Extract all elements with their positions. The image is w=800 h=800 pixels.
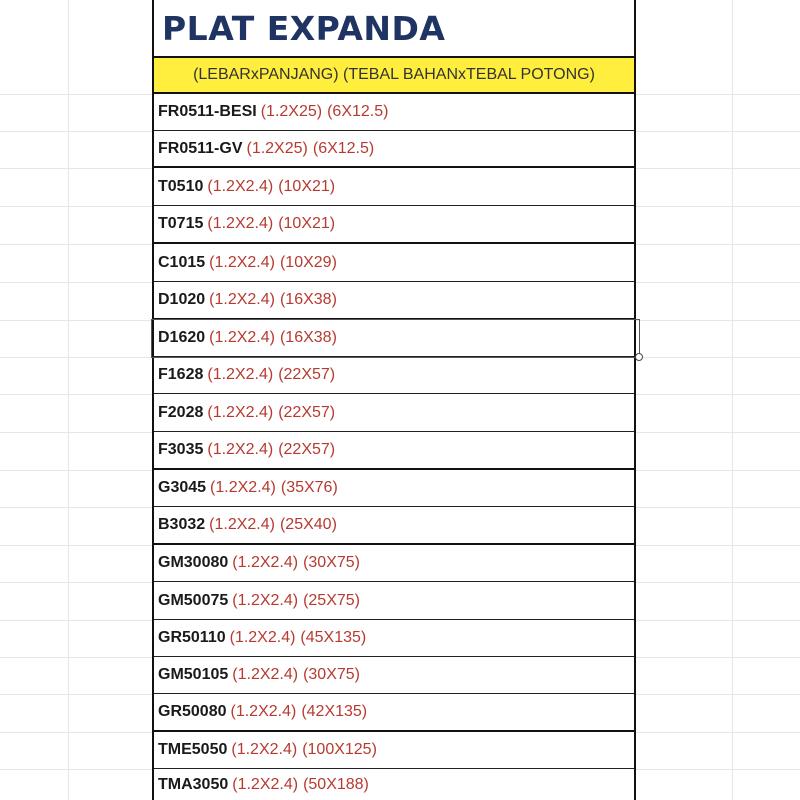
product-thickness: (42X135) (301, 703, 368, 720)
price-table (152, 0, 636, 800)
product-size: (1.2X2.4) (207, 441, 274, 458)
product-code: GM30080 (158, 554, 229, 571)
table-row[interactable] (154, 769, 634, 800)
product-code: GM50105 (158, 666, 229, 683)
table-row[interactable] (154, 168, 634, 206)
table-row[interactable] (154, 694, 634, 732)
table-row[interactable] (154, 206, 634, 244)
product-size: (1.2X25) (260, 103, 323, 120)
product-thickness: (6X12.5) (327, 103, 389, 120)
product-code: F2028 (158, 403, 204, 421)
product-code: TMA3050 (158, 775, 229, 793)
table-row[interactable] (154, 620, 634, 657)
product-size: (1.2X25) (246, 139, 308, 157)
product-code: B3032 (158, 516, 206, 533)
product-code: D1620 (158, 329, 206, 346)
product-size: (1.2X2.4) (209, 291, 275, 308)
product-thickness: (25X75) (303, 591, 360, 609)
table-row[interactable] (154, 507, 634, 545)
product-code: GR50080 (158, 703, 227, 720)
table-row[interactable] (154, 357, 634, 394)
product-thickness: (6X12.5) (312, 139, 375, 157)
product-thickness: (22X57) (278, 441, 336, 458)
product-code: D1020 (158, 291, 206, 308)
product-thickness: (30X75) (303, 666, 360, 683)
product-thickness: (45X135) (300, 629, 367, 646)
product-size: (1.2X2.4) (207, 403, 274, 421)
product-size: (1.2X2.4) (232, 554, 299, 571)
table-row[interactable] (154, 394, 634, 432)
product-size: (1.2X2.4) (232, 775, 299, 793)
table-row[interactable] (154, 282, 634, 320)
gridline (68, 0, 69, 800)
product-thickness: (16X38) (279, 291, 337, 308)
product-thickness: (10X21) (278, 215, 336, 232)
product-size: (1.2X2.4) (232, 591, 299, 609)
product-size: (1.2X2.4) (207, 177, 274, 195)
title-cell[interactable] (154, 0, 634, 58)
product-thickness: (22X57) (278, 366, 336, 383)
product-thickness: (30X75) (303, 554, 360, 571)
product-thickness: (100X125) (302, 741, 377, 758)
sheet-subtitle: (LEBARxPANJANG) (TEBAL BAHANxTEBAL POTONG) (193, 66, 595, 83)
product-thickness: (22X57) (278, 403, 336, 421)
table-row[interactable] (154, 432, 634, 470)
product-thickness: (16X38) (279, 329, 337, 346)
product-thickness: (10X21) (278, 177, 336, 195)
product-size: (1.2X2.4) (209, 253, 275, 271)
product-code: TME5050 (158, 741, 228, 758)
product-thickness: (10X29) (279, 253, 337, 271)
table-row[interactable] (154, 244, 634, 282)
product-thickness: (25X40) (279, 516, 337, 533)
product-size: (1.2X2.4) (210, 479, 276, 496)
product-code: FR0511-BESI (158, 103, 257, 120)
table-row[interactable] (154, 582, 634, 620)
table-row[interactable] (154, 545, 634, 582)
product-code: F3035 (158, 441, 204, 458)
product-code: T0510 (158, 177, 204, 195)
product-size: (1.2X2.4) (207, 366, 274, 383)
sheet-title: PLAT EXPANDA (162, 8, 446, 48)
header-cell[interactable] (154, 58, 634, 94)
product-size: (1.2X2.4) (232, 666, 299, 683)
product-size: (1.2X2.4) (207, 215, 274, 232)
product-code: GM50075 (158, 591, 229, 609)
product-code: F1628 (158, 366, 204, 383)
product-code: FR0511-GV (158, 139, 243, 157)
product-code: T0715 (158, 215, 204, 232)
product-thickness: (35X76) (280, 479, 338, 496)
product-size: (1.2X2.4) (209, 329, 275, 346)
table-row[interactable] (154, 732, 634, 769)
table-row[interactable] (154, 131, 634, 168)
table-row[interactable] (154, 470, 634, 507)
product-code: C1015 (158, 253, 206, 271)
product-code: G3045 (158, 479, 207, 496)
table-row[interactable] (154, 657, 634, 694)
table-row[interactable] (154, 94, 634, 131)
product-size: (1.2X2.4) (209, 516, 275, 533)
product-size: (1.2X2.4) (230, 703, 297, 720)
product-thickness: (50X188) (303, 775, 369, 793)
product-code: GR50110 (158, 629, 226, 646)
product-size: (1.2X2.4) (229, 629, 296, 646)
product-size: (1.2X2.4) (231, 741, 298, 758)
gridline (732, 0, 733, 800)
table-row[interactable] (154, 320, 634, 357)
